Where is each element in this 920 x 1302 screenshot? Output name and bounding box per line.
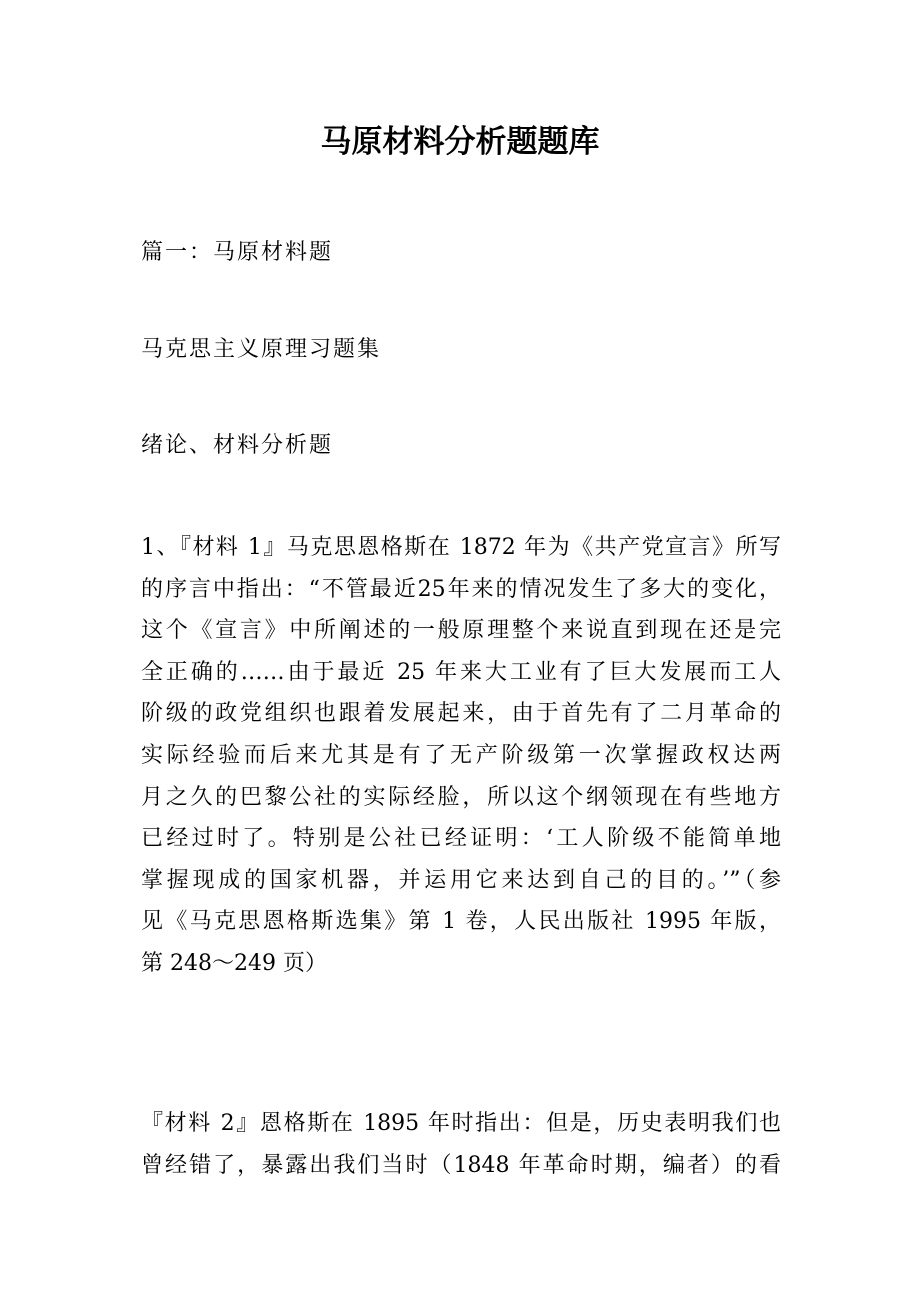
text-line: 掌握现成的国家机器，并运用它来达到自己的目的。’”（参 — [141, 867, 781, 893]
text-line: 这个《宣言》中所阐述的一般原理整个来说直到现在还是完 — [141, 618, 781, 644]
text-line: 全正确的……由于最近 25 年来大工业有了巨大发展而工人 — [141, 659, 781, 685]
text-line: 月之久的巴黎公社的实际经脸，所以这个纲领现在有些地方 — [141, 784, 781, 810]
document-title: 马原材料分析题题库 — [320, 124, 600, 160]
text-line: 的序言中指出：“不管最近25年来的情况发生了多大的变化， — [141, 576, 781, 602]
text-line: 『材料 2』恩格斯在 1895 年时指出：但是，历史表明我们也 — [141, 1111, 781, 1136]
text-line: 第 248～249 页） — [141, 950, 327, 976]
text-line: 实际经验而后来尤其是有了无产阶级第一次掌握政权达两 — [141, 742, 781, 768]
text-line: 1、『材料 1』马克思恩格斯在 1872 年为《共产党宣言》所写 — [141, 535, 781, 560]
chapter-heading: 绪论、材料分析题 — [141, 433, 334, 458]
text-line: 已经过时了。特别是公社已经证明：‘工人阶级不能简单地 — [141, 826, 781, 852]
text-line: 阶级的政党组织也跟着发展起来，由于首先有了二月革命的 — [141, 701, 781, 727]
material-2-paragraph — [141, 1103, 781, 1186]
material-1-paragraph — [141, 527, 781, 985]
text-line: 见《马克思恩格斯选集》第 1 卷，人民出版社 1995 年版， — [141, 909, 781, 935]
subtitle-heading: 马克思主义原理习题集 — [141, 337, 382, 362]
text-line: 曾经错了，暴露出我们当时（1848 年革命时期，编者）的看 — [141, 1152, 781, 1178]
section-heading: 篇一：马原材料题 — [141, 240, 334, 265]
